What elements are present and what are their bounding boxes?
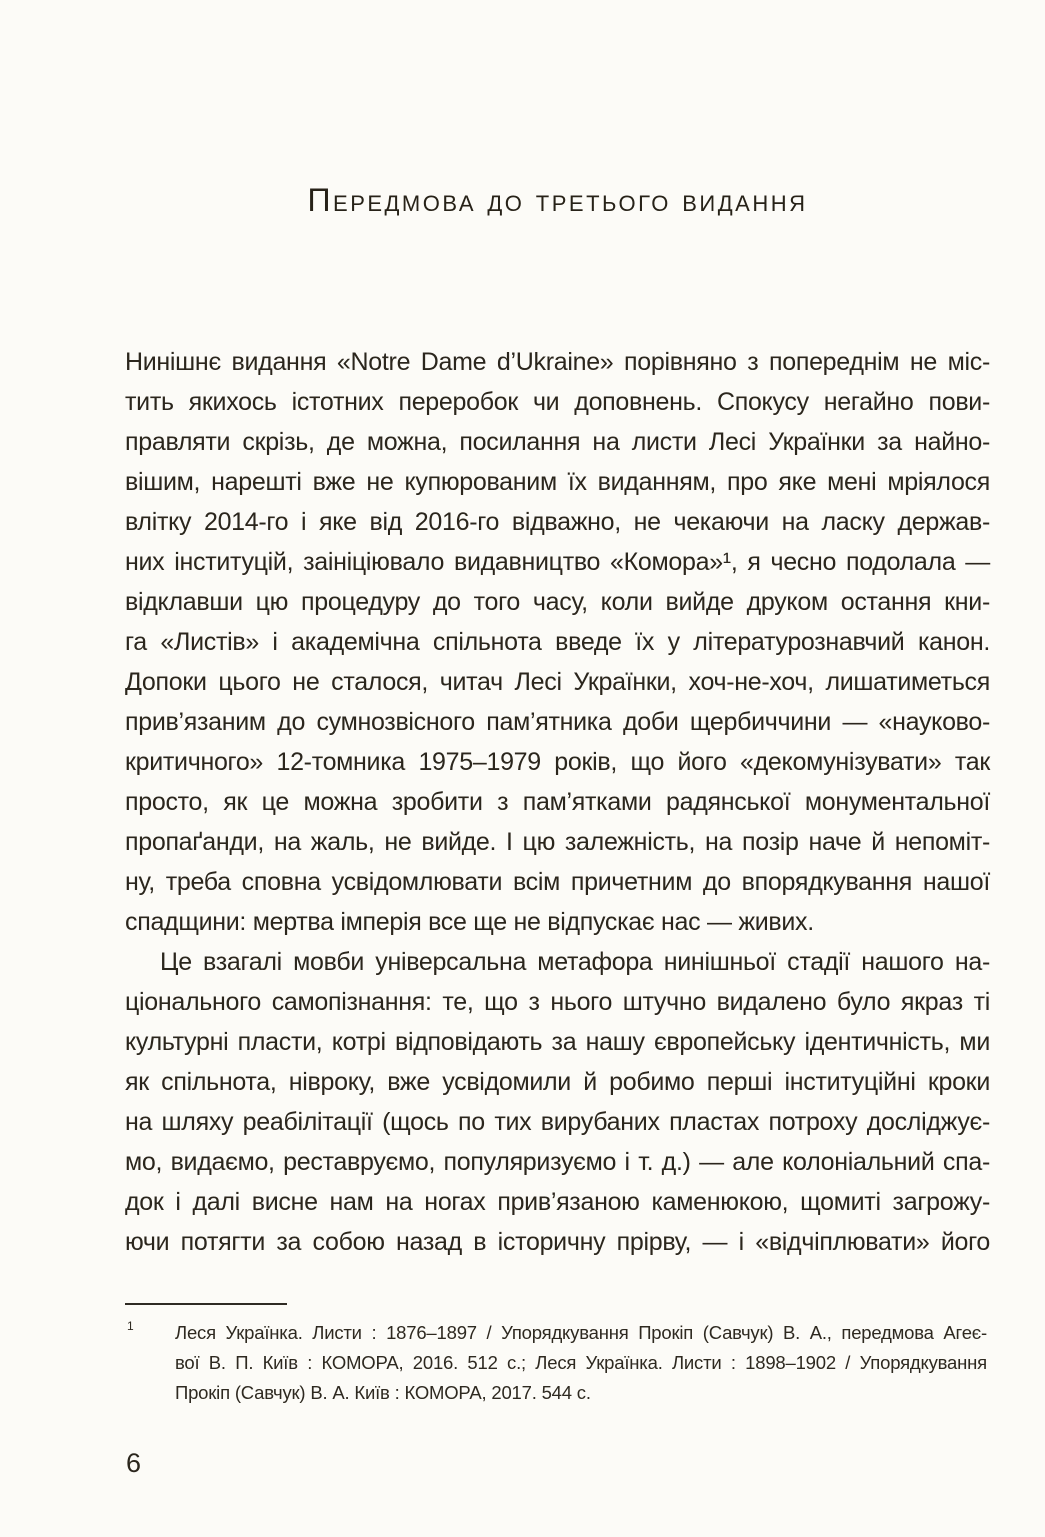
footnote-divider (125, 1303, 287, 1305)
paragraph-2-line-7: док і далі висне нам на ногах прив’язаною каменюкою, щомиті загрожу- (125, 1188, 990, 1216)
paragraph-1-line-14: ну, треба сповна усвідомлювати всім причетним до впорядкування нашої (125, 868, 990, 896)
paragraph-2-line-8: ючи потягти за собою назад в історичну прірву, — і «відчіплювати» його (125, 1228, 990, 1256)
paragraph-1-line-13: пропаґанди, на жаль, не вийде. І цю залежність, на позір наче й непоміт- (125, 828, 990, 856)
page-number: 6 (126, 1448, 142, 1478)
paragraph-1-line-9: Допоки цього не сталося, читач Лесі Українки, хоч-не-хоч, лишатиметься (125, 668, 990, 696)
footnote-marker: 1 (127, 1319, 134, 1333)
paragraph-1-line-10: прив’язаним до сумнозвісного пам’ятника доби щербиччини — «науково- (125, 708, 990, 736)
paragraph-1-line-3: правляти скрізь, де можна, посилання на листи Лесі Українки за найно- (125, 428, 990, 456)
paragraph-1-line-12: просто, як це можна зробити з пам’ятками радянської монументальної (125, 788, 990, 816)
footnote-line-3: Прокіп (Савчук) В. А. Київ : КОМОРА, 2017. 544 с. (175, 1382, 591, 1403)
paragraph-1-line-2: тить якихось істотних переробок чи доповнень. Спокусу негайно пови- (125, 388, 990, 416)
paragraph-1-line-8: га «Листів» і академічна спільнота введе їх у літературознавчий канон. (125, 628, 990, 656)
page-title: Передмова до третього видання (307, 182, 808, 218)
footnote-line-2: вої В. П. Київ : КОМОРА, 2016. 512 с.; Леся Українка. Листи : 1898–1902 / Упорядкування (175, 1352, 987, 1373)
footnote-line-1: Леся Українка. Листи : 1876–1897 / Упорядкування Прокіп (Савчук) В. А., передмова Агеє- (175, 1322, 987, 1343)
paragraph-2-line-5: на шляху реабілітації (щось по тих вирубаних пластах потроху досліджує- (125, 1108, 990, 1136)
paragraph-1-line-7: відклавши цю процедуру до того часу, коли вийде друком остання кни- (125, 588, 990, 616)
paragraph-1-line-6: них інституцій, заініціювало видавництво «Комора»¹, я чесно подолала — (125, 548, 990, 576)
paragraph-1-line-11: критичного» 12-томника 1975–1979 років, що його «декомунізувати» так (125, 748, 990, 776)
paragraph-2-line-1: Це взагалі мовби універсальна метафора нинішньої стадії нашого на- (160, 948, 990, 976)
paragraph-2-line-6: мо, видаємо, реставруємо, популяризуємо і т. д.) — але колоніальний спа- (125, 1148, 990, 1176)
footnote (125, 1318, 987, 1408)
body-text (125, 342, 990, 1262)
paragraph-1-line-4: вішим, нарешті вже не купюрованим їх виданням, про яке мені мріялося (125, 468, 990, 496)
paragraph-1-line-5: влітку 2014-го і яке від 2016-го відважно, не чекаючи на ласку держав- (125, 508, 990, 536)
paragraph-1-line-15: спадщини: мертва імперія все ще не відпускає нас — живих. (125, 908, 814, 936)
paragraph-2-line-2: ціонального самопізнання: те, що з нього штучно видалено було якраз ті (125, 988, 990, 1016)
paragraph-1-line-1: Нинішнє видання «Notre Dame d’Ukraine» порівняно з попереднім не міс- (125, 348, 990, 376)
paragraph-2-line-3: культурні пласти, котрі відповідають за нашу європейську ідентичність, ми (125, 1028, 990, 1056)
footnote-text (125, 1318, 987, 1408)
paragraph-2-line-4: як спільнота, нівроку, вже усвідомили й робимо перші інституційні кроки (125, 1068, 990, 1096)
